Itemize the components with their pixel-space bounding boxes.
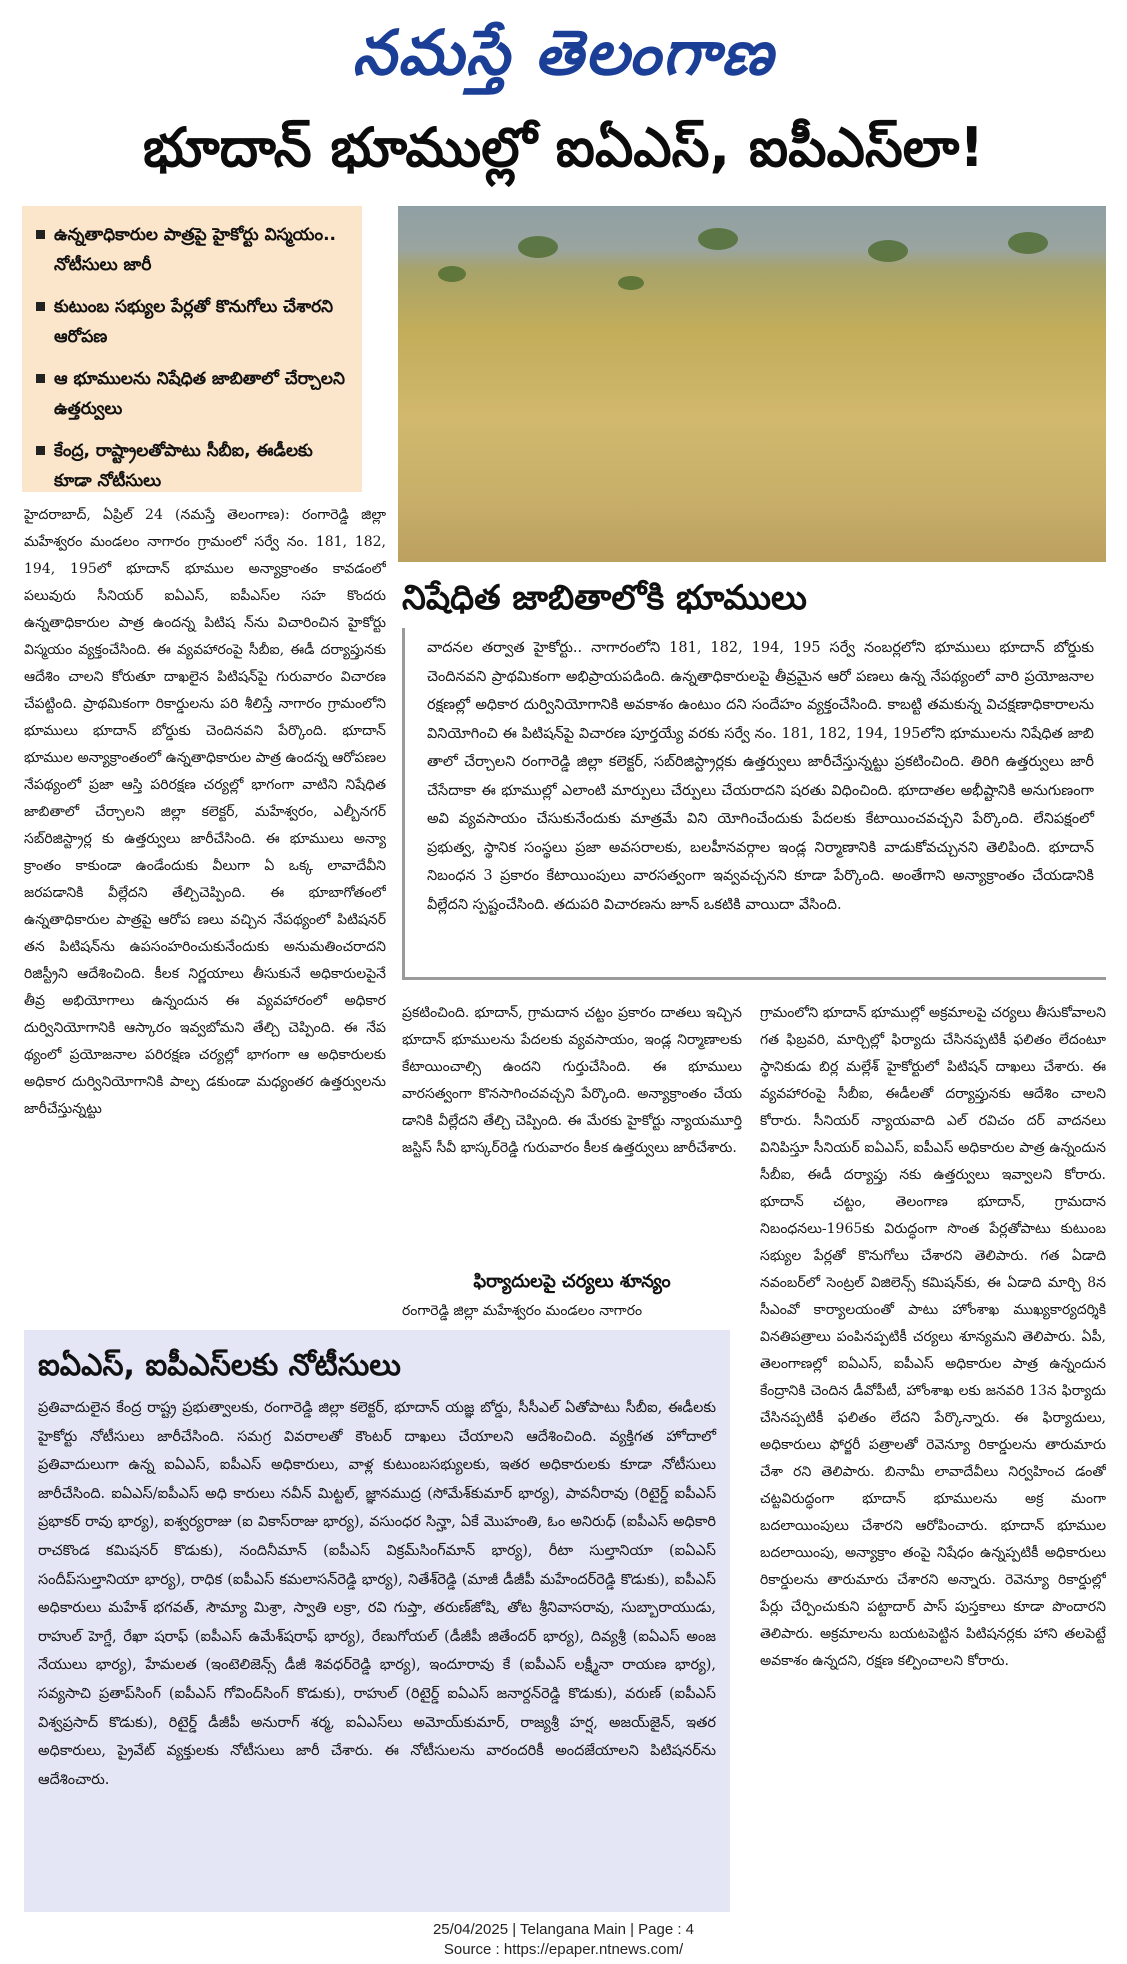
source-footer: Source : https://epaper.ntnews.com/ [443, 1941, 684, 1958]
masthead-logo: నమస్తే తెలంగాణ [352, 16, 775, 89]
highlights-box [22, 206, 362, 492]
shrub-shape [868, 240, 908, 262]
middle-column-article-continued: రంగారెడ్డి జిల్లా మహేశ్వరం మండలం నాగారం [402, 1303, 643, 1319]
framed-article-text: వాదనల తర్వాత హైకోర్టు.. నాగారంలోని 181, 182, 194, 195 సర్వే నంబర్లలోని భూములు భూదాన్ బోర్డుకు చెందినవని ప్రాథమికంగా అభిప్రాయపడింది. ఉన్నతాధికారులపై తీవ్రమైన ఆరో పణలు ఉన్న నేపథ్యంలో వారి ప్రయోజనాల రక్షణల్లో అధికార దుర్వినియోగానికి అవకాశం ఉంటుం దని సందేహం వ్యక్తంచేసింది. కాబట్టి తమకున్న విచక్షణాధికారాలను వినియోగించి ఈ పిటిషన్‌పై విచారణ పూర్తయ్యే వరకు సర్వే నం. 181, 182, 194, 195లోని భూములను నిషేధిత జాబి తాలో చేర్చాలని రంగారెడ్డి జిల్లా కలెక్టర్, సబ్‌రిజిస్ట్రార్లకు ఉత్తర్వులు జారీచేస్తున్నట్టు ప్రకటించింది. తిరిగి ఉత్తర్వులు జారీ చేసేదాకా ఈ భూముల్లో ఎలాంటి మార్పులు చేర్పులు చేయరాదని షరతు విధించింది. భూదాతల అభీష్టానికి అనుగుణంగా అవి వ్యవసాయం చేసుకునేందుకు మాత్రమే విని యోగించేందుకు పేదలకు కేటాయించవచ్చని పేర్కొంది. లేనిపక్షంలో ప్రభుత్వ, స్థానిక సంస్థలు ప్రజా అవసరాలకు, బలహీనవర్గాల ఇండ్ల నిర్మాణానికి వాడుకోవచ్చునని తెలిపింది. భూదాన్ నిబంధన 3 ప్రకారం కేటాయింపులు వారసత్వంగా ఇవ్వవచ్చనని కూడా పేర్కొంది. అంతేగాని అన్యాక్రాంతం చేయడానికి వీల్లేదని స్పష్టంచేసింది. తదుపరి విచారణను జూన్ ఒకటికి వాయిదా వేసింది. [427, 640, 1094, 913]
barren-land-photo [398, 206, 1106, 562]
shrub-shape [698, 228, 738, 250]
notice-text: ప్రతివాదులైన కేంద్ర రాష్ట్ర ప్రభుత్వాలకు, రంగారెడ్డి జిల్లా కలెక్టర్, భూదాన్ యజ్ఞ బోర్డు, సీసీఎల్ ఏతోపాటు సీబీఐ, ఈడీలకు హైకోర్టు నోటీసులు జారీచేసింది. సమగ్ర వివరాలతో కౌంటర్ దాఖలు చేయాలని ఆదేశించింది. వ్యక్తిగత హోదాలో ప్రతివాదులుగా ఉన్న ఐఏఎస్, ఐపీఎస్ అధికారులు, వాళ్ల కుటుంబసభ్యులకు, ఇతర అధికారులకు కూడా నోటీసులు జారీచేసింది. ఐఏఎస్/ఐపీఎస్ అధి కారులు నవీన్ మిట్టల్, జ్ఞానముద్ర (సోమేశ్‌కుమార్ భార్య), పావనీరావు (రిటైర్డ్ ఐపీఎస్ ప్రభాకర్ రావు భార్య), ఐశ్వర్యరాజు (ఐ వికాస్‌రాజు భార్య), వసుంధర సిన్హా, ఏకే మొహంతి, ఓం అనిరుధ్ (ఐపీఎస్ అధికారి రాచకొండ కమిషనర్ కొడుకు), నందినీమాన్ (ఐపీఎస్ విక్రమ్‌సింగ్‌మాన్ భార్య), రీటా సుల్తానియా (ఐఏఎస్ సందీప్‌సుల్తానియా భార్య), రాధిక (ఐపీఎస్ కమలాసన్‌రెడ్డి భార్య), నితేశ్‌రెడ్డి (మాజీ డీజీపీ మహేందర్‌రెడ్డి కొడుకు), ఐపీఎస్ అధికారులు మహేశ్ భగవత్, సౌమ్యా మిశ్రా, స్వాతి లక్రా, రవి గుప్తా, తరుణ్‌జోషి, తోట శ్రీనివాసరావు, సుబ్బారాయుడు, రాహుల్ హెగ్డే, రేఖా షరాఫ్ (ఐపీఎస్ ఉమేశ్‌షరాఫ్ భార్య), రేణుగోయల్ (డీజీపీ జితేందర్ భార్య), దివ్యశ్రీ (ఐఏఎస్ అంజ నేయులు భార్య), హేమలత (ఇంటెలిజెన్స్ డీజీ శివధర్‌రెడ్డి భార్య), ఇందూరావు కే (ఐపీఎస్ లక్ష్మీనా రాయణ భార్య), సవ్యసాచి ప్రతాప్‌సింగ్ (ఐపీఎస్ గోవింద్‌సింగ్ కొడుకు), రాహుల్ (రిటైర్డ్ ఐఏఎస్ జనార్దన్‌రెడ్డి కొడుకు), వరుణ్ (ఐపీఎస్ విశ్వప్రసాద్ కొడుకు), రిటైర్డ్ డీజీపీ అనురాగ్ శర్మ, ఐఏఎస్‌లు అమోయ్‌కుమార్, రాజ్యశ్రీ హర్ష, అజయ్‌జైన్, ఇతర అధికారులు, ప్రైవేట్ వ్యక్తులకు నోటీసులు జారీ చేశారు. ఈ నోటీసులను వారందరికీ అందజేయాలని పిటిషనర్‌ను ఆదేశించారు. [38, 1400, 716, 1788]
headline: భూదాన్ భూముల్లో ఐఏఎస్, ఐపీఎస్‌లా! [143, 116, 984, 179]
right-column-article: గ్రామంలోని భూదాన్ భూముల్లో అక్రమాలపై చర్యలు తీసుకోవాలని గత ఫిబ్రవరి, మార్చిల్లో ఫిర్యాదు చేసినప్పటికీ ఫలితం లేదంటూ స్థానికుడు బిర్ల మల్లేశ్ హైకోర్టులో పిటిషన్ దాఖలు చేశారు. ఈ వ్యవహారంపై సీబీఐ, ఈడీలతో దర్యాప్తునకు ఆదేశిం చాలని కోరారు. సీనియర్ న్యాయవాది ఎల్ రవిచం దర్ వాదనలు వినిపిస్తూ సీనియర్ ఐఏఎస్, ఐపీఎస్ అధికారుల పాత్ర ఉన్నందున సీబీఐ, ఈడీ దర్యాప్తు నకు ఉత్తర్వులు ఇవ్వాలని కోరారు. భూదాన్ చట్టం, తెలంగాణ భూదాన్, గ్రామదాన నిబంధనలు-1965కు విరుద్ధంగా సొంత పేర్లతోపాటు కుటుంబ సభ్యుల పేర్లతో కొనుగోలు చేశారని తెలిపారు. గత ఏడాది నవంబర్‌లో సెంట్రల్ విజిలెన్స్ కమిషన్‌కు, ఈ ఏడాది మార్చి 8న సీఎంవో కార్యాలయంతో పాటు హోంశాఖ ముఖ్యకార్యదర్శికి వినతిపత్రాలు పంపినప్పటికీ చర్యలు శూన్యమని తెలిపారు. ఏపీ, తెలంగాణల్లో ఐఏఎస్, ఐపీఎస్ అధికారుల పాత్ర ఉన్నందున కేంద్రానికి చెందిన డీవోపీటీ, హోంశాఖ లకు జనవరి 13న ఫిర్యాదు చేసినప్పటికీ ఫలితం లేదని పేర్కొన్నారు. ఈ ఫిర్యాదులు, అధికారులు ఫోర్జరీ పత్రాలతో రెవెన్యూ రికార్డులను తారుమారు చేశా రని తెలిపారు. బినామీ లావాదేవీలు నిర్వహించ డంతో చట్టవిరుద్ధంగా భూదాన్ భూములను అక్ర మంగా బదలాయింపులు చేశారని ఆరోపించారు. భూదాన్ భూముల బదలాయింపు, అన్యాక్రాం తంపై నిషేధం ఉన్నప్పటికీ అధికారులు రికార్డులను తారుమారు చేశారని అన్నారు. రెవెన్యూ రికార్డుల్లో పేర్లు చేర్పించుకుని పట్టాదార్ పాస్ పుస్తకాలు కూడా పొందారని తెలిపారు. అక్రమాలను బయటపెట్టిన పిటిషనర్లకు హాని తలపెట్టే అవకాశం ఉన్నదని, రక్షణ కల్పించాలని కోరారు. [760, 1005, 1106, 1669]
edition-footer: 25/04/2025 | Telangana Main | Page : 4 [432, 1921, 695, 1938]
highlight-item: కుటుంబ సభ్యుల పేర్లతో కొనుగోలు చేశారని ఆరోపణ [34, 292, 352, 352]
shrub-shape [518, 236, 558, 258]
highlights-list [34, 220, 352, 496]
notice-title: ఐఏఎస్, ఐపీఎస్‌లకు నోటీసులు [38, 1348, 401, 1383]
highlight-item: ఉన్నతాధికారుల పాత్రపై హైకోర్టు విస్మయం.. నోటీసులు జారీ [34, 220, 352, 280]
notice-box [24, 1330, 730, 1912]
highlight-item: కేంద్ర, రాష్ట్రాలతోపాటు సీబీఐ, ఈడీలకు కూడా నోటీసులు [34, 436, 352, 496]
left-column-article: హైదరాబాద్, ఏప్రిల్ 24 (నమస్తే తెలంగాణ): రంగారెడ్డి జిల్లా మహేశ్వరం మండలం నాగారం గ్రామంలో సర్వే నం. 181, 182, 194, 195లో భూదాన్ భూముల అన్యాక్రాంతం కావడంలో పలువురు సీనియర్ ఐఏఎస్, ఐపీఎస్‌ల సహ కొందరు ఉన్నతాధికారుల పాత్ర ఉందన్న పిటిష న్‌ను విచారించిన హైకోర్టు విస్మయం వ్యక్తంచేసింది. ఈ వ్యవహారంపై సీబీఐ, ఈడీ దర్యాప్తునకు ఆదేశిం చాలని కోరుతూ దాఖలైన పిటిషన్‌పై గురువారం విచారణ చేపట్టింది. ప్రాథమికంగా రికార్డులను పరి శీలిస్తే నాగారం గ్రామంలోని భూములు భూదాన్ బోర్డుకు చెందినవని పేర్కొంది. భూదాన్ భూముల అన్యాక్రాంతంలో ఉన్నతాధికారుల పాత్ర ఉందన్న ఆరోపణల నేపథ్యంలో ప్రజా ఆస్తి పరిరక్షణ చర్యల్లో భాగంగా వాటిని నిషేధిత జాబితాలో చేర్చాలని జిల్లా కలెక్టర్, మహేశ్వరం, ఎల్బీనగర్ సబ్‌రిజిస్ట్రార్ల కు ఉత్తర్వులు జారీచేసింది. ఈ భూములు అన్యా క్రాంతం కాకుండా ఉండేందుకు వీలుగా ఏ ఒక్క లావాదేవీని జరపడానికి వీల్లేదని తేల్చిచెప్పింది. ఈ భూబాగోతంలో ఉన్నతాధికారుల పాత్రపై ఆరోప ణలు వచ్చిన నేపథ్యంలో పిటిషనర్ తన పిటిషన్‌ను ఉపసంహరించుకునేందుకు అనుమతించరాదని రిజిస్ట్రీని ఆదేశించింది. కీలక నిర్ణయాలు తీసుకునే అధికారులపైనే తీవ్ర అభియోగాలు ఉన్నందున ఈ వ్యవహారంలో అధికార దుర్వినియోగానికి ఆస్కారం ఇవ్వబోమని తేల్చి చెప్పింది. ఈ నేప థ్యంలో ప్రయోజనాల పరిరక్షణ చర్యల్లో భాగంగా ఆ అధికారులకు అధికార దుర్వినియోగానికి పాల్ప డకుండా మధ్యంతర ఉత్తర్వులను జారీచేస్తున్నట్టు [24, 507, 386, 1117]
shrub-shape [438, 266, 466, 282]
framed-article [402, 628, 1106, 980]
shrub-shape [1008, 232, 1048, 254]
mini-heading: ఫిర్యాదులపై చర్యలు శూన్యం [473, 1271, 671, 1292]
middle-column-article: ప్రకటించింది. భూదాన్, గ్రామదాన చట్టం ప్రకారం దాతలు ఇచ్చిన భూదాన్ భూములను పేదలకు వ్యవసాయం, ఇండ్ల నిర్మాణాలకు కేటాయించాల్సి ఉందని గుర్తుచేసింది. ఈ భూములు వారసత్వంగా కొనసాగించవచ్చని పేర్కొంది. అన్యాక్రాంతం చేయ డానికి వీల్లేదని తేల్చి చెప్పింది. ఈ మేరకు హైకోర్టు న్యాయమూర్తి జస్టిస్ సీవీ భాస్కర్‌రెడ్డి గురువారం కీలక ఉత్తర్వులు జారీచేశారు. [402, 1005, 742, 1156]
sub-heading: నిషేధిత జాబితాలోకి భూములు [402, 578, 807, 618]
highlight-item: ఆ భూములను నిషేధిత జాబితాలో చేర్చాలని ఉత్తర్వులు [34, 364, 352, 424]
shrub-shape [618, 276, 644, 290]
